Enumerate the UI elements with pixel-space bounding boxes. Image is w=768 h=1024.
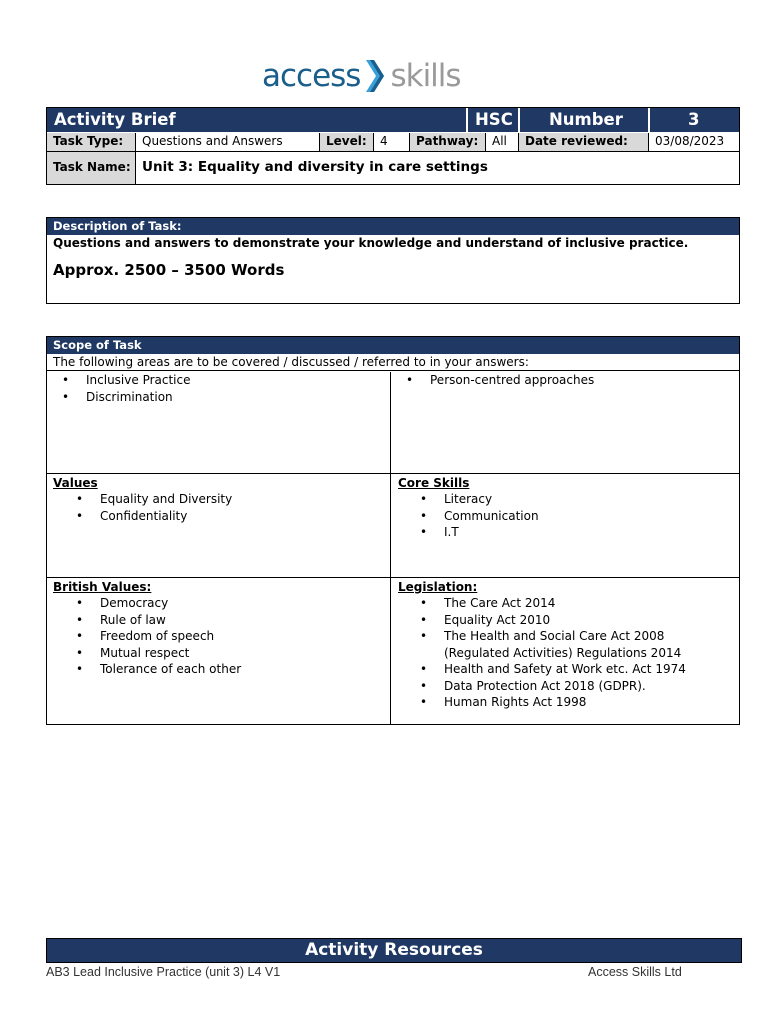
footer-document-ref: AB3 Lead Inclusive Practice (unit 3) L4 V1 — [46, 965, 281, 979]
list-item: • Discrimination — [86, 389, 191, 406]
number-value: 3 — [688, 110, 700, 129]
list-item: • Freedom of speech — [100, 628, 241, 645]
scope-intro: The following areas are to be covered / discussed / referred to in your answers: — [47, 354, 739, 371]
scope-of-task-box — [46, 336, 740, 725]
list-item: • Person-centred approaches — [430, 372, 594, 389]
british-values-heading: British Values: — [53, 580, 152, 594]
list-item: • The Care Act 2014 — [444, 595, 729, 612]
list-item: • The Health and Social Care Act 2008 (Regulated Activities) Regulations 2014 — [444, 628, 729, 661]
task-type-label: Task Type: — [47, 133, 136, 151]
list-item: • Literacy — [444, 491, 539, 508]
word-count: Approx. 2500 – 3500 Words — [53, 261, 285, 279]
list-item: • Communication — [444, 508, 539, 525]
logo-word-access: access — [262, 58, 361, 94]
list-item: • Inclusive Practice — [86, 372, 191, 389]
core-skills-heading: Core Skills — [398, 476, 470, 490]
list-item: • Tolerance of each other — [100, 661, 241, 678]
list-item: • I.T — [444, 524, 539, 541]
task-name-value: Unit 3: Equality and diversity in care settings — [142, 159, 488, 175]
footer-company: Access Skills Ltd — [588, 965, 682, 979]
list-item: • Equality Act 2010 — [444, 612, 729, 629]
list-item: • Mutual respect — [100, 645, 241, 662]
activity-brief-header — [46, 107, 740, 185]
list-item: • Confidentiality — [100, 508, 232, 525]
description-box — [46, 217, 740, 304]
british-values-list — [100, 595, 241, 678]
task-type-value: Questions and Answers — [136, 133, 320, 151]
pathway-label: Pathway: — [410, 133, 486, 151]
description-label: Description of Task: — [47, 218, 739, 235]
values-heading: Values — [53, 476, 98, 490]
core-skills-list — [444, 491, 539, 541]
legislation-heading: Legislation: — [398, 580, 478, 594]
chevron-logo-icon — [362, 58, 388, 94]
list-item: • Health and Safety at Work etc. Act 1974 — [444, 661, 729, 678]
list-item: • Equality and Diversity — [100, 491, 232, 508]
header-title-row — [47, 108, 739, 132]
list-item: • Rule of law — [100, 612, 241, 629]
list-item: • Data Protection Act 2018 (GDPR). — [444, 678, 729, 695]
level-label: Level: — [320, 133, 374, 151]
header-details-row — [47, 133, 739, 151]
activity-resources-bar: Activity Resources — [46, 938, 742, 963]
access-skills-logo — [262, 56, 508, 96]
list-item: • Democracy — [100, 595, 241, 612]
date-reviewed-value: 03/08/2023 — [655, 134, 725, 148]
scope-list-left — [86, 372, 191, 405]
task-name-label: Task Name: — [47, 152, 136, 184]
scope-label: Scope of Task — [47, 337, 739, 354]
scope-list-right — [430, 372, 594, 389]
date-reviewed-label: Date reviewed: — [519, 133, 649, 151]
legislation-list — [444, 595, 729, 711]
subject-code: HSC — [475, 110, 513, 129]
description-text: Questions and answers to demonstrate your knowledge and understand of inclusive practice. — [53, 236, 689, 250]
task-name-row — [47, 151, 739, 184]
logo-word-skills: skills — [390, 58, 461, 94]
list-item: • Human Rights Act 1998 — [444, 694, 729, 711]
pathway-value: All — [486, 133, 519, 151]
number-label: Number — [549, 110, 623, 129]
values-list — [100, 491, 232, 524]
activity-brief-title: Activity Brief — [54, 110, 176, 129]
level-value: 4 — [374, 133, 410, 151]
